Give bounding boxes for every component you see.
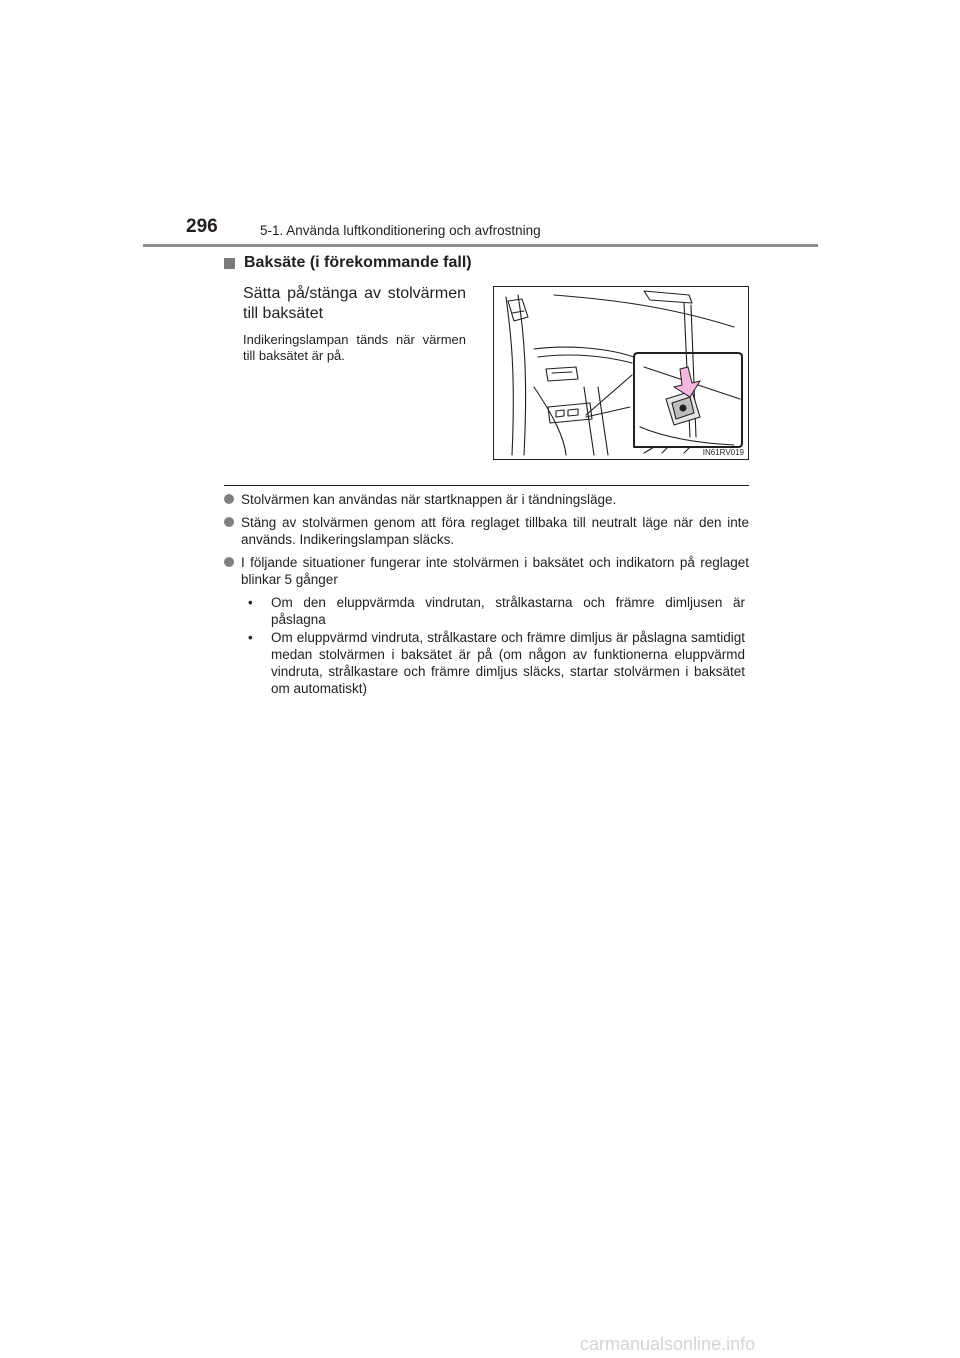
chapter-title: 5-1. Använda luftkonditionering och avfrostning	[260, 223, 541, 238]
round-bullet-icon	[224, 557, 234, 567]
sub-list-item	[241, 629, 749, 697]
note-item	[224, 491, 749, 508]
dot-bullet-icon: •	[248, 595, 253, 610]
rear-door-switch-drawing	[494, 287, 748, 459]
square-bullet-icon	[224, 258, 235, 269]
dot-bullet-icon: •	[248, 630, 253, 645]
section-heading	[224, 254, 472, 272]
header-divider	[143, 244, 818, 247]
notes-list	[224, 491, 749, 703]
rear-seat-heater-illustration	[493, 286, 749, 460]
sub-list-item	[241, 594, 749, 628]
figure-code: IN61RV019	[702, 448, 744, 457]
note-item	[224, 514, 749, 548]
sub-list	[241, 594, 749, 697]
sub-item-text: Om den eluppvärmda vindrutan, strålkastarna och främre dimljusen är påslagna	[271, 595, 745, 627]
sub-item-text: Om eluppvärmd vindruta, strålkastare och främre dimljus är påslagna samtidigt medan stolvärmen i baksätet är på (om någon av funktionerna eluppvärmd vindruta, strålkastare och främre dimljus släcks, startar stolvärmen i baksätet om automatiskt)	[271, 630, 745, 696]
push-arrow-icon	[674, 367, 700, 397]
step-note: Indikeringslampan tänds när värmen till baksätet är på.	[243, 332, 466, 363]
note-text: I följande situationer fungerar inte stolvärmen i baksätet och indikatorn på reglaget blinkar 5 gånger	[241, 555, 749, 587]
note-item	[224, 554, 749, 697]
footer-watermark: carmanualsonline.info	[580, 1334, 756, 1354]
step-title: Sätta på/stänga av stolvärmen till baksätet	[243, 285, 466, 322]
notes-divider	[224, 485, 749, 486]
round-bullet-icon	[224, 517, 234, 527]
section-heading-text: Baksäte (i förekommande fall)	[244, 254, 472, 271]
page-number: 296	[186, 216, 218, 237]
note-text: Stolvärmen kan användas när startknappen är i tändningsläge.	[241, 492, 617, 507]
round-bullet-icon	[224, 494, 234, 504]
note-text: Stäng av stolvärmen genom att föra reglaget tillbaka till neutralt läge när den inte används. Indikeringslampan släcks.	[241, 515, 749, 547]
